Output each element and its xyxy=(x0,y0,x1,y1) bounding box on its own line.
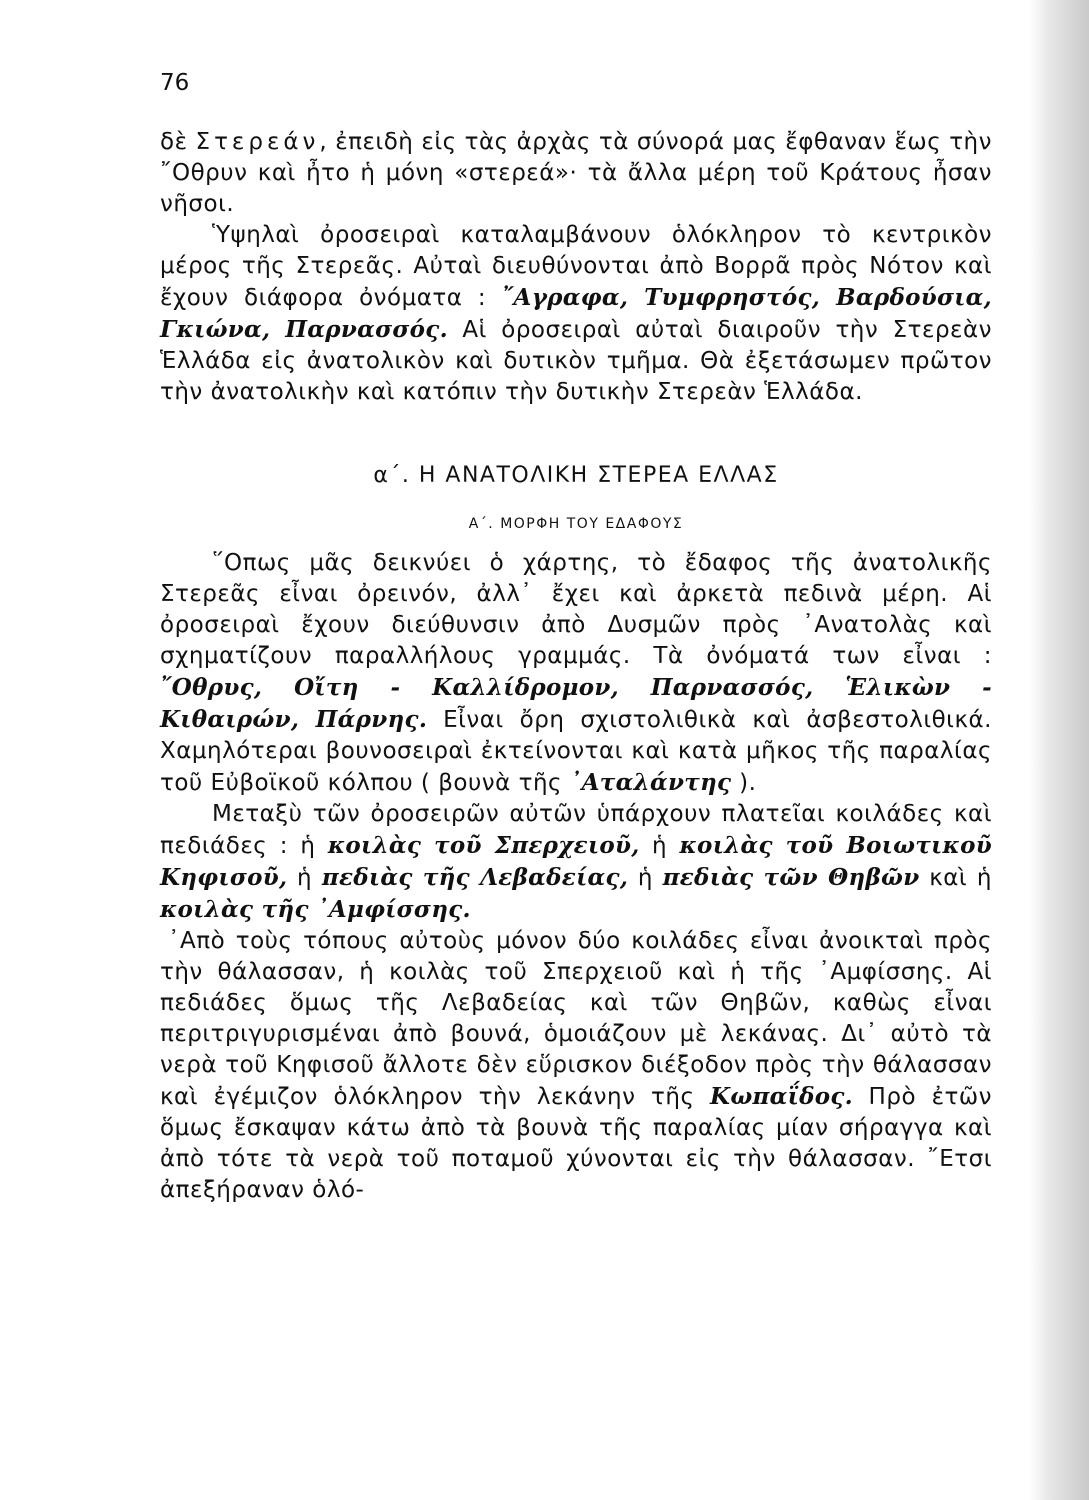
page-body xyxy=(160,127,992,1206)
p3-mountain-names: ῎Οθρυς, Οἴτη - Καλλίδρομον, Παρνασσός, Ἑλικὼν - Κιθαιρών, Πάρνης. xyxy=(160,674,992,733)
p4-thebes-plain: πεδιὰς τῶν Θηβῶν xyxy=(662,864,920,891)
p4-text-i: καὶ ἡ xyxy=(919,865,992,891)
p2-text-a: Ὑψηλαὶ ὀροσειραὶ καταλαμβάνουν ὁλόκληρον τὸ κεντρικὸν μέρος τῆς Στερεᾶς. Αὐταὶ διευθύνονται ἀπὸ Βορρᾶ πρὸς Νότον καὶ ἔχουν διάφορα ὀνόματα : xyxy=(160,222,992,311)
p1-text-a: δὲ xyxy=(160,129,196,155)
p4-spercheios-valley: κοιλὰς τοῦ Σπερχειοῦ, xyxy=(327,832,640,859)
p5-text-a: ᾽Απὸ τοὺς τόπους αὐτοὺς μόνον δύο κοιλάδες εἶναι ἀνοικταὶ πρὸς τὴν θάλασσαν, ἡ κοιλὰς τοῦ Σπερχειοῦ καὶ ἡ τῆς ᾽Αμφίσσης. Αἱ πεδιάδες ὅμως τῆς Λεβαδείας καὶ τῶν Θηβῶν, καθὼς εἶναι περιτριγυρισμέναι ἀπὸ βουνά, ὁμοιάζουν μὲ λεκάνας. Δι᾽ αὐτὸ τὰ νερὰ τοῦ Κηφισοῦ ἄλλοτε δὲν εὕρισκον διέξοδον πρὸς τὴν θάλασσαν καὶ ἐγέμιζον ὁλόκληρον τὴν λεκάνην τῆς xyxy=(160,928,992,1110)
p1-text-c: , ἐπειδὴ εἰς τὰς ἀρχὰς τὰ σύνορά μας ἔφθαναν ἕως τὴν ῎Οθρυν καὶ ἦτο ἡ μόνη «στερεά»· τὰ ἄλλα μέρη τοῦ Κράτους ἦσαν νῆσοι. xyxy=(160,129,992,217)
p3-text-c: Εἶναι ὄρη σχιστολιθικὰ καὶ ἀσβεστολιθικά. Χαμηλότεραι βουνοσειραὶ ἐκτείνονται καὶ κατὰ μῆκος τῆς παραλίας τοῦ Εὐβοϊκοῦ κόλπου ( βουνὰ τῆς xyxy=(160,707,992,796)
p3-atalantis: ᾽Αταλάντης xyxy=(569,769,732,796)
p2-mountain-names: ῎Αγραφα, Τυμφρηστός, Βαρδούσια, Γκιώνα, Παρνασσός. xyxy=(160,284,992,343)
p4-text-g: ἡ xyxy=(628,865,663,891)
p5-kopais: Κωπαΐδος. xyxy=(710,1083,853,1110)
p4-text-a: Μεταξὺ τῶν ὀροσειρῶν αὐτῶν ὑπάρχουν πλατεῖαι κοιλάδες καὶ πεδιάδες : ἡ xyxy=(160,801,992,859)
paragraph-5 xyxy=(160,926,992,1206)
p3-text-a: ῞Οπως μᾶς δεικνύει ὁ χάρτης, τὸ ἔδαφος τῆς ἀνατολικῆς Στερεᾶς εἶναι ὀρεινόν, ἀλλ᾽ ἔχει καὶ ἀρκετὰ πεδινὰ μέρη. Αἱ ὀροσειραὶ ἔχουν διεύθυνσιν ἀπὸ Δυσμῶν πρὸς ᾽Ανατολὰς καὶ σχηματίζουν παραλλήλους γραμμάς. Τὰ ὀνόματά των εἶναι : xyxy=(160,550,992,669)
paragraph-3 xyxy=(160,548,992,799)
p2-text-c: Αἱ ὀροσειραὶ αὐταὶ διαιροῦν τὴν Στερεὰν Ἑλλάδα εἰς ἀνατολικὸν καὶ δυτικὸν τμῆμα. Θὰ ἐξετάσωμεν πρῶτον τὴν ἀνατολικὴν καὶ κατόπιν τὴν δυτικὴν Στερεὰν Ἑλλάδα. xyxy=(160,317,992,405)
subsection-heading: Α΄. ΜΟΡΦΗ ΤΟΥ ΕΔΑΦΟΥΣ xyxy=(468,516,684,532)
paragraph-2 xyxy=(160,220,992,408)
p1-spaced-term: Στερεάν xyxy=(195,129,320,155)
p4-text-c: ἡ xyxy=(639,833,680,859)
p4-levadeia-plain: πεδιὰς τῆς Λεβαδείας, xyxy=(321,864,629,891)
p3-text-e: ). xyxy=(731,770,757,796)
page-number: 76 xyxy=(160,70,190,96)
p4-kifisos-valley: κοιλὰς τοῦ Βοιωτικοῦ Κηφισοῦ, xyxy=(160,832,992,891)
paragraph-1 xyxy=(160,127,992,220)
p4-amfissa-valley: κοιλὰς τῆς ᾽Αμφίσσης. xyxy=(160,896,471,923)
p5-text-c: Πρὸ ἐτῶν ὅμως ἔσκαψαν κάτω ἀπὸ τὰ βουνὰ τῆς παραλίας μίαν σήραγγα καὶ ἀπὸ τότε τὰ νερὰ τοῦ ποταμοῦ χύνονται εἰς τὴν θάλασσαν. ῎Ετσι ἀπεξήραναν ὁλό- xyxy=(160,1084,992,1203)
p4-text-e: ἡ xyxy=(287,865,322,891)
section-heading: α΄. Η ΑΝΑΤΟΛΙΚΗ ΣΤΕΡΕΑ ΕΛΛΑΣ xyxy=(373,463,779,488)
paragraph-4 xyxy=(160,799,992,926)
